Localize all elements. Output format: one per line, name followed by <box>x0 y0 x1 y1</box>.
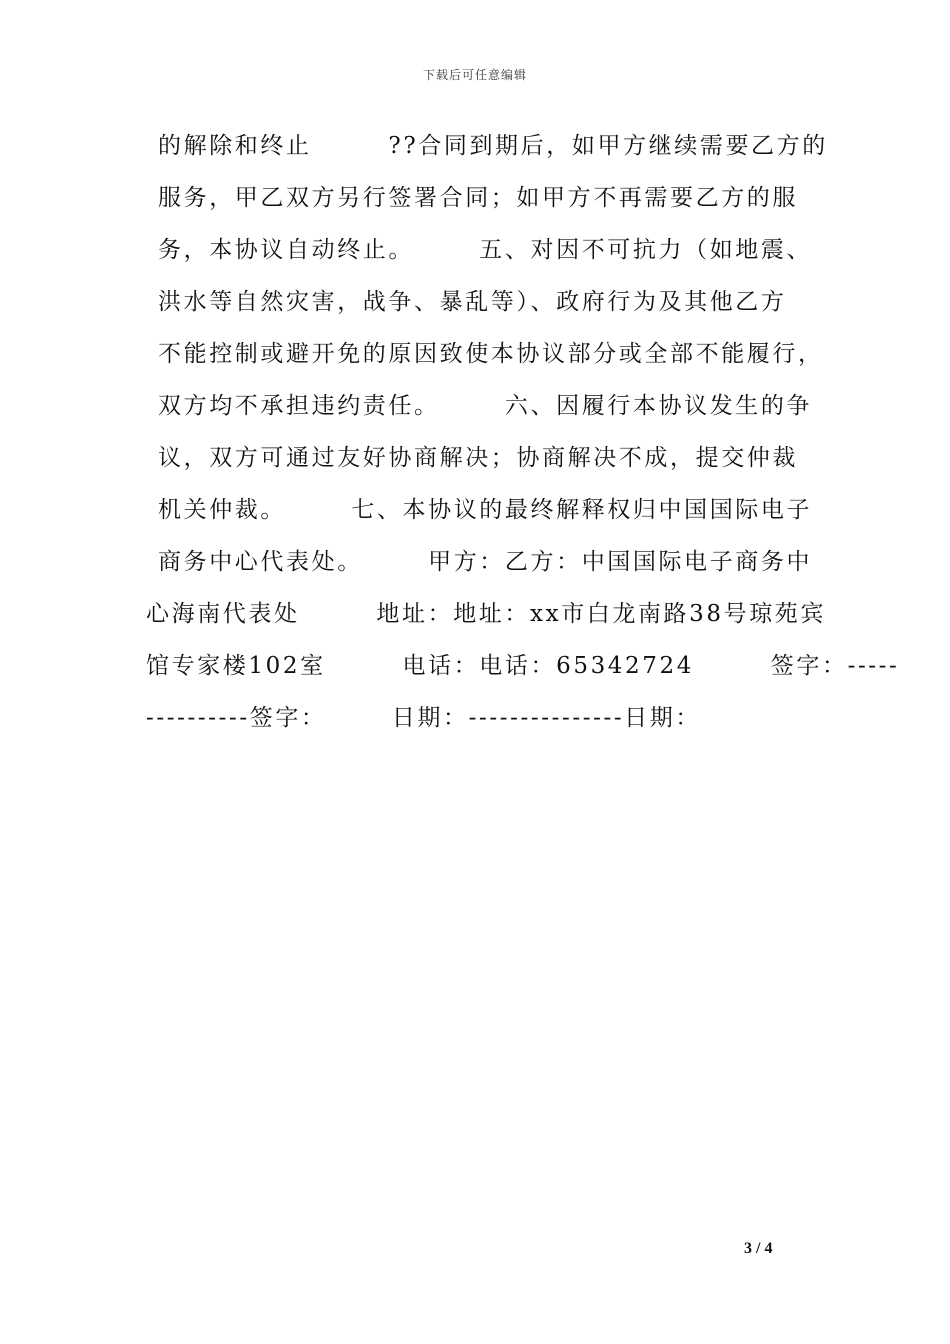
body-line: 商务中心代表处。 甲方：乙方：中国国际电子商务中 <box>158 549 813 575</box>
body-line: 议，双方可通过友好协商解决；协商解决不成，提交仲裁 <box>158 445 798 471</box>
body-line: 务，本协议自动终止。 五、对因不可抗力（如地震、 <box>158 237 813 263</box>
header-note: 下载后可任意编辑 <box>422 68 527 82</box>
body-line: 馆专家楼102室 电话：电话：65342724 签字：----- <box>146 653 900 679</box>
body-line: 服务，甲乙双方另行签署合同；如甲方不再需要乙方的服 <box>158 185 798 211</box>
body-line: 心海南代表处 地址：地址：xx市白龙南路38号琼苑宾 <box>146 601 827 627</box>
body-line: ----------签字： 日期：---------------日期： <box>146 705 701 731</box>
page-number: 3 / 4 <box>744 1240 773 1257</box>
body-line: 不能控制或避开免的原因致使本协议部分或全部不能履行， <box>158 341 824 367</box>
body-line: 洪水等自然灾害，战争、暴乱等）、政府行为及其他乙方 <box>158 289 787 315</box>
body-line: 机关仲裁。 七、本协议的最终解释权归中国国际电子 <box>158 497 813 523</box>
body-line: 双方均不承担违约责任。 六、因履行本协议发生的争 <box>158 393 813 419</box>
body-line: 的解除和终止 ??合同到期后，如甲方继续需要乙方的 <box>158 133 828 159</box>
